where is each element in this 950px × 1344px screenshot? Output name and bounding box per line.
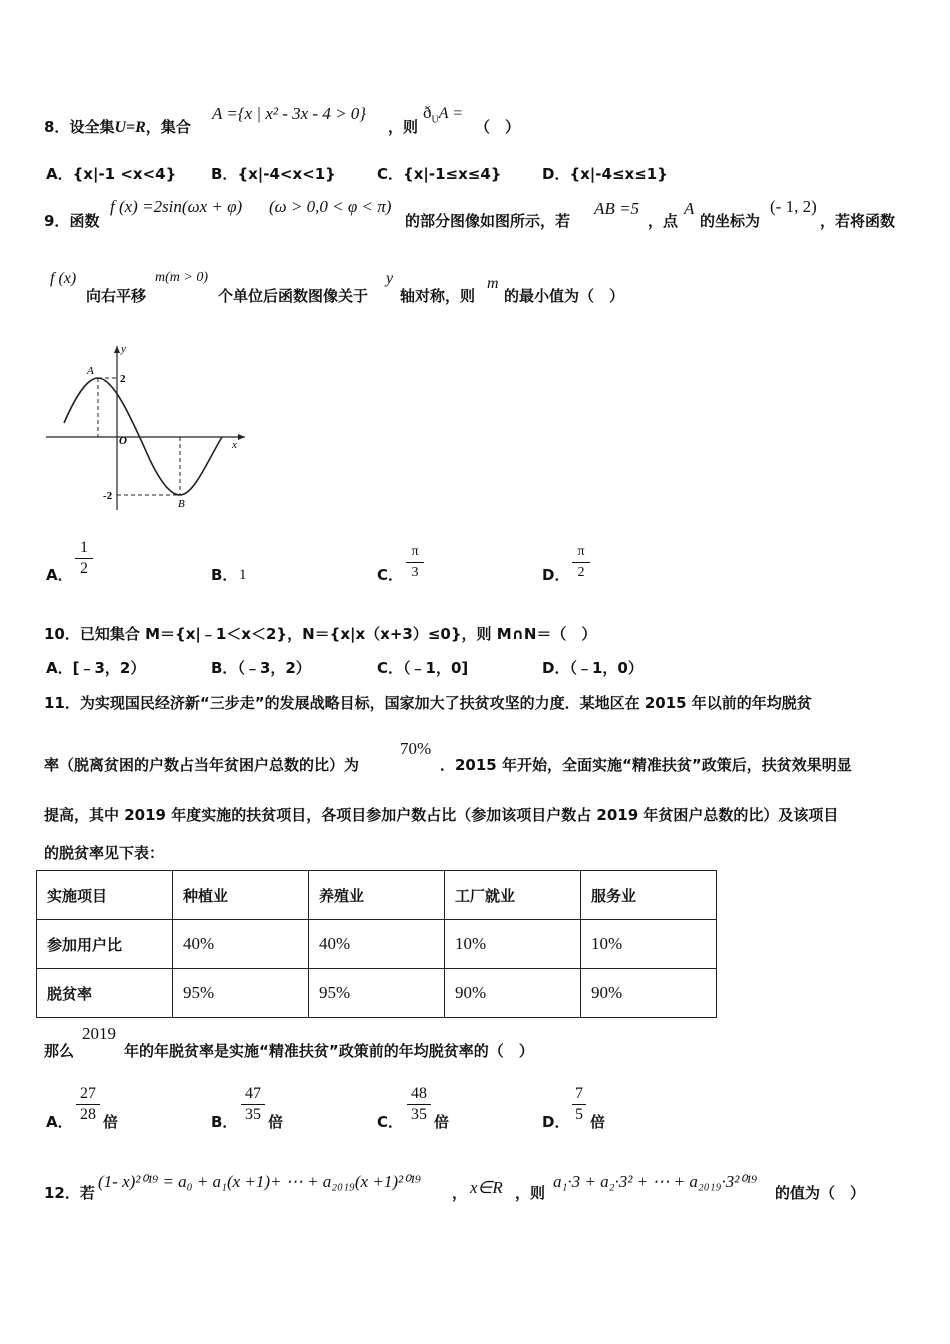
table-header-cell: 工厂就业 (445, 871, 581, 920)
q11-after2: 年的年脱贫率是实施“精准扶贫”政策前的年均脱贫率的（ ） (124, 1042, 534, 1060)
q8-text: 设全集 (69, 118, 115, 136)
table-cell: 脱贫率 (37, 969, 173, 1018)
q12-tail: 的值为（ ） (775, 1184, 866, 1202)
table-cell: 40% (173, 920, 309, 969)
q8-option-b: B．{x|-4<x<1} (211, 165, 336, 183)
q8-complement-formula (423, 103, 463, 125)
q8-option-d: D．{x|-4≤x≤1} (542, 165, 668, 183)
q11-line1: 11．为实现国民经济新“三步走”的发展战略目标，国家加大了扶贫攻坚的力度．某地区在 2015 年以前的年均脱贫 (44, 694, 812, 712)
q9-option-b-value: 1 (239, 567, 247, 583)
q9-text: 的坐标为 (700, 212, 761, 230)
table-cell: 40% (309, 920, 445, 969)
q12-sum: a₁·3 + a₂·3² + ⋯ + a₂₀₁₉·3²⁰¹⁹ (553, 1172, 758, 1191)
q11-option-a-fraction: 27 28 (76, 1085, 100, 1124)
table-cell: 10% (581, 920, 717, 969)
q11-option-d-unit: 倍 (590, 1113, 606, 1131)
q12-comma: ， (452, 1184, 468, 1202)
q8-text: ，集合 (145, 118, 191, 136)
q11-option-c-label: C． (377, 1113, 404, 1131)
q11-option-d-label: D． (542, 1113, 570, 1131)
q11-option-c-fraction: 48 35 (407, 1085, 431, 1124)
q11-option-a-unit: 倍 (103, 1113, 119, 1131)
q10-option-b: B．（﹣3，2） (211, 659, 311, 677)
q8-set-a-formula: A ={x | x² - 3x - 4 > 0} (212, 104, 367, 123)
q9-text: 向右平移 (86, 287, 147, 305)
q10-option-a: A．[﹣3，2） (46, 659, 146, 677)
q9-option-c-label: C． (377, 566, 404, 584)
q11-option-b-fraction: 47 35 (241, 1085, 265, 1124)
q9-ab-formula: AB =5 (594, 199, 639, 218)
q9-text: ，若将函数 (820, 212, 896, 230)
q11-option-c-unit: 倍 (434, 1113, 450, 1131)
q11-after1: 那么 (44, 1042, 75, 1060)
q9-text: ，点 (648, 212, 679, 230)
q11-option-a-label: A． (46, 1113, 73, 1131)
table-cell: 90% (581, 969, 717, 1018)
q9-point-a: A (684, 199, 695, 218)
label-neg2: -2 (103, 490, 113, 502)
q11-line2b: ．2015 年开始，全面实施“精准扶贫”政策后，扶贫效果明显 (440, 756, 852, 774)
q11-option-b-label: B． (211, 1113, 238, 1131)
table-row (37, 969, 717, 1018)
q9-m: m (487, 275, 499, 292)
label-o: O (119, 435, 127, 447)
label-b: B (178, 498, 185, 510)
q10-stem: 10．已知集合 M＝{x|﹣1＜x＜2}，N＝{x|x（x+3）≤0}，则 M∩N＝（ ） (44, 625, 597, 643)
q9-text: 的部分图像如图所示，若 (405, 212, 571, 230)
q11-line3: 提高，其中 2019 年度实施的扶贫项目，各项目参加户数占比（参加该项目户数占 2019 年贫困户总数的比）及该项目 (44, 806, 839, 824)
table-cell: 95% (173, 969, 309, 1018)
q8-then: ，则 (388, 118, 419, 136)
q9-m-condition: m(m > 0) (155, 270, 208, 285)
q9-text: 个单位后函数图像关于 (218, 287, 369, 305)
q11-table (36, 870, 717, 1018)
q8-option-a: A．{x|-1 <x<4} (46, 165, 177, 183)
q12-number: 12．若 (44, 1184, 95, 1202)
q10-option-d: D．（﹣1，0） (542, 659, 643, 677)
q11-option-d-fraction: 7 5 (572, 1085, 586, 1124)
table-header-cell: 种植业 (173, 871, 309, 920)
q9-option-d-label: D． (542, 566, 570, 584)
q10-option-c: C．（﹣1，0] (377, 659, 469, 677)
q9-option-a-label: A． (46, 566, 73, 584)
q9-option-c-fraction: π 3 (406, 543, 424, 582)
q11-rate: 70% (400, 739, 432, 758)
complement-symbol: ð (423, 103, 432, 122)
table-cell: 90% (445, 969, 581, 1018)
label-x: x (232, 439, 237, 451)
q9-option-a-fraction: 1 2 (75, 539, 93, 578)
q8-paren: （ ） (475, 118, 521, 136)
q12-then: ，则 (515, 1184, 546, 1202)
x-axis-arrow (238, 434, 245, 440)
q9-y: y (386, 270, 394, 287)
table-header-cell: 服务业 (581, 871, 717, 920)
q9-condition-formula: (ω > 0,0 < φ < π) (269, 197, 392, 216)
q11-year: 2019 (82, 1024, 116, 1043)
q8-stem (44, 116, 191, 137)
complement-rest: A = (438, 105, 464, 122)
table-cell: 10% (445, 920, 581, 969)
q8-universal-set: U=R (114, 119, 146, 136)
label-a: A (87, 365, 94, 377)
q8-number: 8． (44, 118, 70, 136)
q11-line2a: 率（脱离贫困的户数占当年贫困户总数的比）为 (44, 756, 360, 774)
q9-function-formula: f (x) =2sin(ωx + φ) (110, 197, 243, 216)
q9-coords-formula: (- 1, 2) (770, 197, 817, 216)
y-axis-arrow (114, 346, 120, 353)
q12-condition: x∈R (470, 1178, 503, 1197)
table-cell: 95% (309, 969, 445, 1018)
q8-option-c: C．{x|-1≤x≤4} (377, 165, 502, 183)
table-cell: 参加用户比 (37, 920, 173, 969)
q9-option-d-fraction: π 2 (572, 543, 590, 582)
label-2: 2 (120, 373, 126, 385)
q9-text: 的最小值为（ ） (504, 287, 625, 305)
q9-fx: f (x) (50, 270, 77, 287)
label-y: y (121, 343, 126, 355)
q9-text: 轴对称，则 (400, 287, 476, 305)
q9-sine-graph (40, 340, 255, 515)
table-header-cell: 养殖业 (309, 871, 445, 920)
q9-option-b-label: B． (211, 566, 238, 584)
q9-stem-start: 9．函数 (44, 212, 100, 230)
q12-expression: (1- x)²⁰¹⁹ = a₀ + a₁(x +1)+ ⋯ + a₂₀₁₉(x +1)²⁰¹⁹ (98, 1172, 421, 1191)
complement-subscript: U (431, 114, 439, 126)
table-row (37, 920, 717, 969)
table-header-row (37, 871, 717, 920)
q11-line4: 的脱贫率见下表： (44, 844, 165, 862)
table-header-cell: 实施项目 (37, 871, 173, 920)
q11-option-b-unit: 倍 (268, 1113, 284, 1131)
